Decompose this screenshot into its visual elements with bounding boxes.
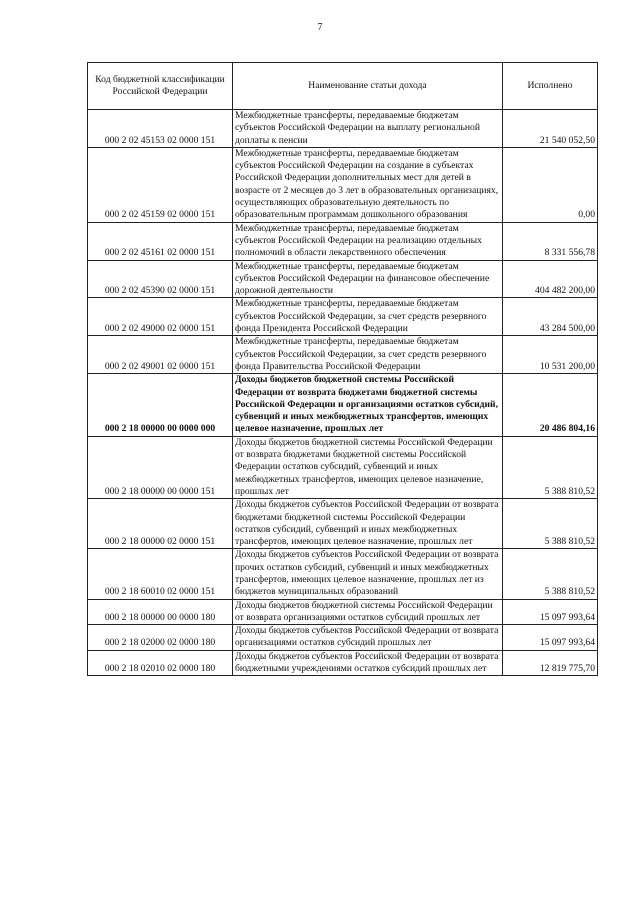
table-row xyxy=(88,625,598,651)
table-row xyxy=(88,222,598,260)
row-code-cell: 000 2 18 00000 00 0000 180 xyxy=(88,599,233,625)
table-row xyxy=(88,260,598,298)
table-row xyxy=(88,147,598,222)
row-name-cell: Межбюджетные трансферты, передаваемые бюджетам субъектов Российской Федерации, за счет средств резервного фонда Правительства Российской Федерации xyxy=(233,336,503,374)
row-code-cell: 000 2 18 00000 00 0000 000 xyxy=(88,374,233,436)
row-name-cell: Доходы бюджетов бюджетной системы Российской Федерации от возврата организациями остатков субсидий прошлых лет xyxy=(233,599,503,625)
row-code-cell: 000 2 18 02010 02 0000 180 xyxy=(88,650,233,676)
row-name-cell: Доходы бюджетов субъектов Российской Федерации от возврата прочих остатков субсидий, субвенций и иных межбюджетных трансфертов, имеющих целевое назначение, прошлых лет из бюджетов муниципальных образований xyxy=(233,549,503,599)
budget-income-table xyxy=(87,62,598,676)
table-row xyxy=(88,110,598,148)
row-sum-cell: 43 284 500,00 xyxy=(503,298,598,336)
table-row xyxy=(88,650,598,676)
page-number: 7 xyxy=(317,22,323,33)
row-name-cell: Доходы бюджетов бюджетной системы Российской Федерации от возврата бюджетами бюджетной системы Российской Федерации остатков субсидий, субвенций и иных межбюджетных трансфертов, имеющих целевое назначение, прошлых лет xyxy=(233,436,503,498)
row-code-cell: 000 2 02 45390 02 0000 151 xyxy=(88,260,233,298)
row-sum-cell: 20 486 804,16 xyxy=(503,374,598,436)
row-sum-cell: 404 482 200,00 xyxy=(503,260,598,298)
row-sum-cell: 5 388 810,52 xyxy=(503,549,598,599)
row-code-cell: 000 2 02 49000 02 0000 151 xyxy=(88,298,233,336)
header-code: Код бюджетной классификации Российской Федерации xyxy=(88,63,233,110)
table-row xyxy=(88,298,598,336)
row-sum-cell: 0,00 xyxy=(503,147,598,222)
table-row xyxy=(88,336,598,374)
row-code-cell: 000 2 02 45159 02 0000 151 xyxy=(88,147,233,222)
row-code-cell: 000 2 02 49001 02 0000 151 xyxy=(88,336,233,374)
row-code-cell: 000 2 02 45153 02 0000 151 xyxy=(88,110,233,148)
row-name-cell: Межбюджетные трансферты, передаваемые бюджетам субъектов Российской Федерации на выплату региональной доплаты к пенсии xyxy=(233,110,503,148)
row-name-cell: Межбюджетные трансферты, передаваемые бюджетам субъектов Российской Федерации на реализацию отдельных полномочий в области лекарственного обеспечения xyxy=(233,222,503,260)
row-sum-cell: 15 097 993,64 xyxy=(503,625,598,651)
row-sum-cell: 21 540 052,50 xyxy=(503,110,598,148)
row-code-cell: 000 2 18 00000 02 0000 151 xyxy=(88,499,233,549)
table-header-row xyxy=(88,63,598,110)
row-code-cell: 000 2 18 02000 02 0000 180 xyxy=(88,625,233,651)
row-sum-cell: 5 388 810,52 xyxy=(503,499,598,549)
row-sum-cell: 10 531 200,00 xyxy=(503,336,598,374)
row-sum-cell: 15 097 993,64 xyxy=(503,599,598,625)
row-sum-cell: 8 331 556,78 xyxy=(503,222,598,260)
row-code-cell: 000 2 18 60010 02 0000 151 xyxy=(88,549,233,599)
table-row xyxy=(88,499,598,549)
row-name-cell: Межбюджетные трансферты, передаваемые бюджетам субъектов Российской Федерации на создание в субъектах Российской Федерации дополнительных мест для детей в возрасте от 2 месяцев до 3 лет в образовательных организациях, осуществляющих образовательную деятельность по образовательным программам дошкольного образования xyxy=(233,147,503,222)
header-name: Наименование статьи дохода xyxy=(233,63,503,110)
row-name-cell: Межбюджетные трансферты, передаваемые бюджетам субъектов Российской Федерации, за счет средств резервного фонда Президента Российской Федерации xyxy=(233,298,503,336)
table-body xyxy=(88,110,598,676)
table-row xyxy=(88,436,598,498)
row-name-cell: Доходы бюджетов бюджетной системы Российской Федерации от возврата бюджетами бюджетной системы Российской Федерации и организациями остатков субсидий, субвенций и иных межбюджетных трансфертов, имеющих целевое назначение, прошлых лет xyxy=(233,374,503,436)
table-row xyxy=(88,374,598,436)
row-sum-cell: 5 388 810,52 xyxy=(503,436,598,498)
row-name-cell: Доходы бюджетов субъектов Российской Федерации от возврата бюджетами бюджетной системы Российской Федерации остатков субсидий, субвенций и иных межбюджетных трансфертов, имеющих целевое назначение, прошлых лет xyxy=(233,499,503,549)
row-code-cell: 000 2 02 45161 02 0000 151 xyxy=(88,222,233,260)
table-row xyxy=(88,599,598,625)
header-sum: Исполнено xyxy=(503,63,598,110)
row-name-cell: Доходы бюджетов субъектов Российской Федерации от возврата бюджетными учреждениями остатков субсидий прошлых лет xyxy=(233,650,503,676)
row-code-cell: 000 2 18 00000 00 0000 151 xyxy=(88,436,233,498)
row-sum-cell: 12 819 775,70 xyxy=(503,650,598,676)
row-name-cell: Доходы бюджетов субъектов Российской Федерации от возврата организациями остатков субсидий прошлых лет xyxy=(233,625,503,651)
table-row xyxy=(88,549,598,599)
row-name-cell: Межбюджетные трансферты, передаваемые бюджетам субъектов Российской Федерации на финансовое обеспечение дорожной деятельности xyxy=(233,260,503,298)
